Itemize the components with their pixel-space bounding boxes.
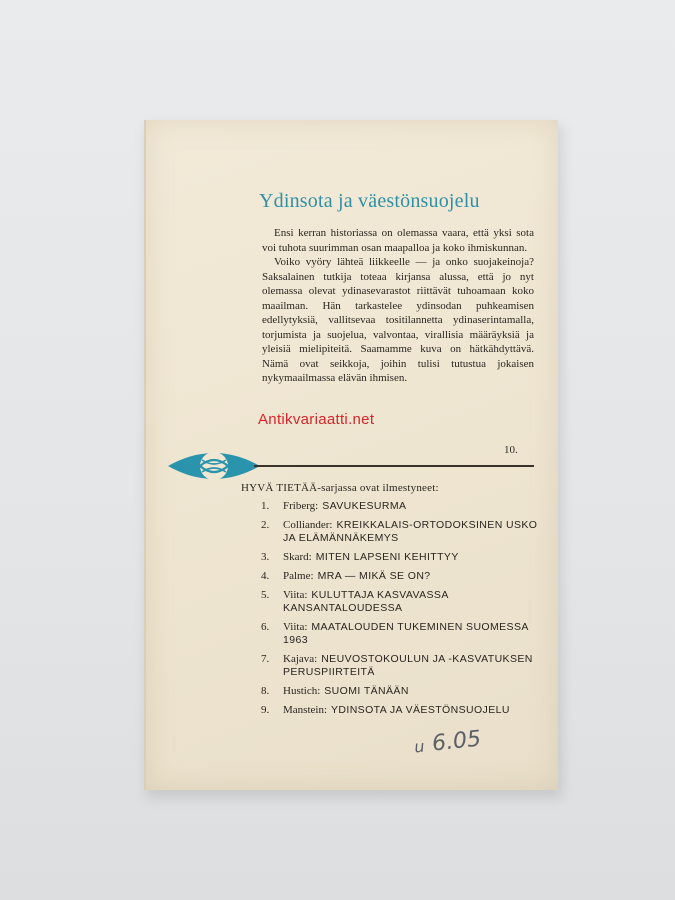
series-title: YDINSOTA JA VÄESTÖNSUOJELU xyxy=(331,704,510,716)
series-author: Friberg: xyxy=(283,500,319,512)
series-author: Viita: xyxy=(283,621,308,633)
series-author: Viita: xyxy=(283,589,308,601)
series-title: KREIKKALAIS-ORTODOKSINEN USKO JA ELÄMÄNNÄKEMYS xyxy=(283,519,538,544)
series-title: SAVUKESURMA xyxy=(322,500,407,512)
series-title: NEUVOSTOKOULUN JA -KASVATUKSEN PERUSPIIRTEITÄ xyxy=(283,653,533,678)
series-number: 4. xyxy=(261,570,270,582)
series-author: Palme: xyxy=(283,570,314,582)
series-heading: HYVÄ TIETÄÄ-sarjassa ovat ilmestyneet: xyxy=(241,482,439,494)
page-number: 10. xyxy=(504,444,518,456)
series-number: 5. xyxy=(261,589,270,601)
blurb-paragraph: Voiko vyöry lähteä liikkeelle — ja onko suojakeinoja? Saksalainen tutkija toteaa kirjansa alussa, että jo nyt olemassa olevat ydinasevarastot riittävät tuhoamaan koko maailman. Hän tarkastelee ydinsodan puhkeamisen edellytyksiä, vallitsevaa tositilannetta ydinaserintamalla, torjumista ja suojelua, valvontaa, virallisia määräyksiä ja yleisiä mielipiteitä. Saamamme kuva on hätkähdyttävä. Nämä ovat seikkoja, joihin tulisi tutustua jokaisen nykymaailmassa elävän ihmisen. xyxy=(262,256,534,384)
pencil-mark: u xyxy=(413,736,426,757)
series-author: Colliander: xyxy=(283,519,333,531)
series-item xyxy=(241,519,541,545)
series-item xyxy=(241,500,541,513)
series-number: 8. xyxy=(261,685,270,697)
series-title: SUOMI TÄNÄÄN xyxy=(324,685,409,697)
series-item xyxy=(241,589,541,615)
series-item xyxy=(241,621,541,647)
series-number: 6. xyxy=(261,621,270,633)
series-item xyxy=(241,704,541,717)
series-number: 9. xyxy=(261,704,270,716)
series-title: MAATALOUDEN TUKEMINEN SUOMESSA 1963 xyxy=(283,621,529,646)
series-item xyxy=(241,570,541,583)
series-item xyxy=(241,551,541,564)
series-number: 1. xyxy=(261,500,270,512)
series-title: MRA — MIKÄ SE ON? xyxy=(317,570,431,582)
series-item xyxy=(241,653,541,679)
pencil-price-note xyxy=(413,727,482,759)
series-author: Kajava: xyxy=(283,653,318,665)
series-number: 3. xyxy=(261,551,270,563)
series-number: 2. xyxy=(261,519,270,531)
globe-eye-logo-icon xyxy=(166,446,262,486)
series-title: KULUTTAJA KASVAVASSA KANSANTALOUDESSA xyxy=(283,589,449,614)
pencil-price: 6.05 xyxy=(430,726,483,757)
blurb xyxy=(262,226,534,386)
series-number: 7. xyxy=(261,653,270,665)
series-item xyxy=(241,685,541,698)
watermark: Antikvariaatti.net xyxy=(258,411,375,428)
series-title: MITEN LAPSENI KEHITTYY xyxy=(315,551,459,563)
book-back-cover xyxy=(144,120,558,790)
divider-rule xyxy=(254,465,534,467)
blurb-paragraph: Ensi kerran historiassa on olemassa vaara, että yksi sota voi tuhota suurimman osan maapalloa ja koko ihmiskunnan. xyxy=(262,227,534,254)
series-author: Manstein: xyxy=(283,704,327,716)
series-list xyxy=(241,500,541,723)
series-author: Skard: xyxy=(283,551,312,563)
series-author: Hustich: xyxy=(283,685,321,697)
book-title: Ydinsota ja väestönsuojelu xyxy=(259,190,480,212)
